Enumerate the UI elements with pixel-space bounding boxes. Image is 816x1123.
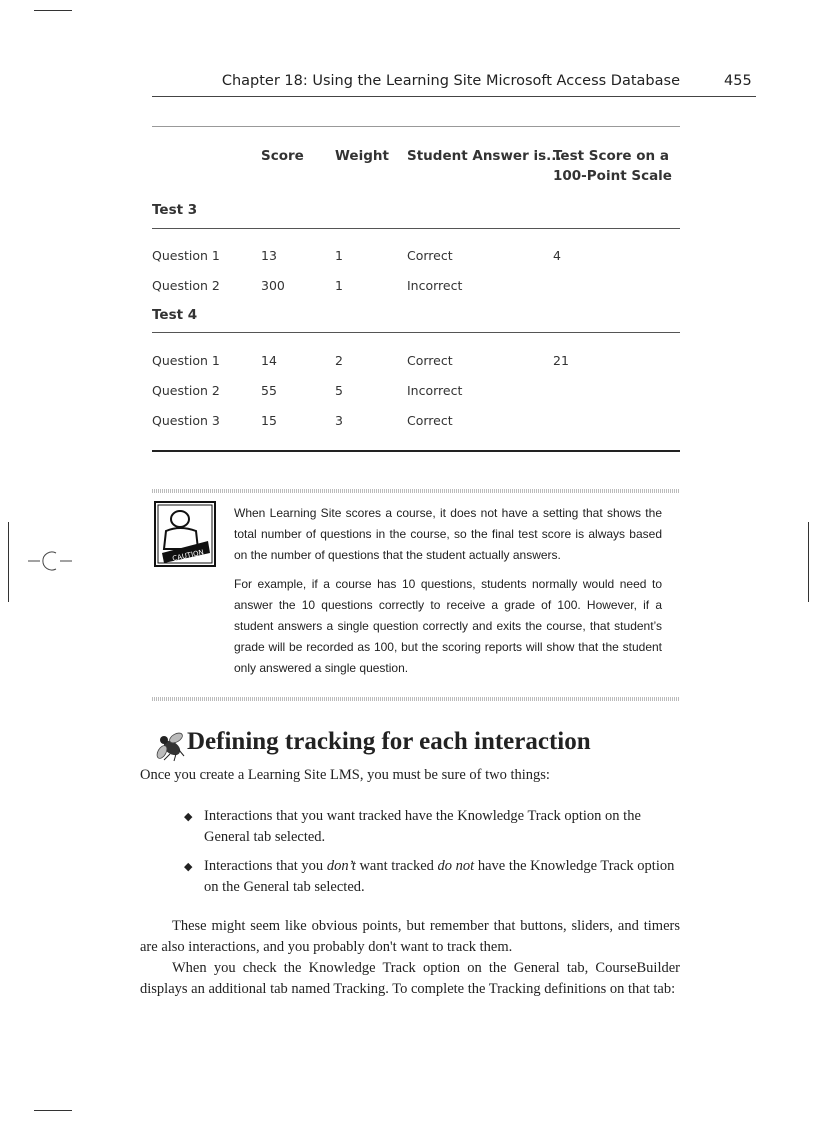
cell-answer: Correct — [407, 413, 453, 428]
caution-text-2: For example, if a course has 10 questions, students normally would need to answer the 10 questions correctly to receive a grade of 100. However, if a student answers a single question correctly and exits the course, that student’s grade will be recorded as 100, but the scoring reports will show that the student only answered a single question. — [234, 577, 662, 675]
bullet-item-2: Interactions that you don’t want tracked do not have the Knowledge Track option on the General tab selected. — [204, 858, 675, 895]
table-bottom-rule — [152, 450, 680, 452]
group-title-test-4: Test 4 — [152, 307, 198, 323]
cell-weight: 2 — [335, 353, 343, 368]
caution-text-1: When Learning Site scores a course, it does not have a setting that shows the total number of questions in the course, so the final test score is always based on the number of questions that the student actually answers. — [234, 506, 662, 562]
bullet-diamond-icon: ◆ — [184, 861, 193, 873]
group-title-test-3: Test 3 — [152, 202, 198, 218]
intro-paragraph: Once you create a Learning Site LMS, you must be sure of two things: — [140, 767, 550, 783]
group-rule — [152, 332, 680, 333]
header-rule — [152, 96, 756, 97]
running-header-title: Chapter 18: Using the Learning Site Microsoft Access Database — [221, 73, 680, 89]
column-header-scale: 100-Point Scale — [553, 168, 672, 184]
page-number: 455 — [724, 73, 752, 89]
crop-mark-top-left — [34, 10, 72, 11]
cell-test-score: 21 — [553, 353, 569, 368]
cell-answer: Correct — [407, 248, 453, 263]
cell-weight: 3 — [335, 413, 343, 428]
cell-score: 13 — [261, 248, 277, 263]
body-paragraph-1: These might seem like obvious points, but remember that buttons, sliders, and timers are also interactions, and you probably don't want to track them. — [140, 918, 680, 955]
group-rule — [152, 228, 680, 229]
column-header-test-score: Test Score on a — [553, 148, 669, 164]
caution-top-border — [152, 489, 680, 493]
cell-answer: Incorrect — [407, 278, 463, 293]
body-paragraph-2: When you check the Knowledge Track option on the General tab, CourseBuilder displays an additional tab named Tracking. To complete the Tracking definitions on that tab: — [140, 960, 680, 997]
cell-question: Question 2 — [152, 383, 220, 398]
cell-weight: 5 — [335, 383, 343, 398]
crop-mark-left-vertical — [8, 522, 9, 602]
cell-score: 55 — [261, 383, 277, 398]
section-heading: Defining tracking for each interaction — [187, 728, 591, 755]
svg-text:CAUTION: CAUTION — [171, 548, 205, 563]
cell-question: Question 1 — [152, 353, 220, 368]
cell-question: Question 1 — [152, 248, 220, 263]
table-top-rule — [152, 126, 680, 127]
cell-weight: 1 — [335, 278, 343, 293]
bullet-diamond-icon: ◆ — [184, 811, 193, 823]
crop-mark-bottom-left — [34, 1110, 72, 1111]
column-header-student-answer: Student Answer is... — [407, 148, 562, 164]
cell-weight: 1 — [335, 248, 343, 263]
fly-icon — [152, 728, 186, 762]
column-header-weight: Weight — [335, 148, 389, 164]
cell-score: 14 — [261, 353, 277, 368]
cell-answer: Correct — [407, 353, 453, 368]
cell-answer: Incorrect — [407, 383, 463, 398]
cell-score: 15 — [261, 413, 277, 428]
cell-question: Question 2 — [152, 278, 220, 293]
crop-mark-right-vertical — [808, 522, 809, 602]
column-header-score: Score — [261, 148, 304, 164]
caution-bottom-border — [152, 697, 680, 701]
bullet-item-1: Interactions that you want tracked have the Knowledge Track option on the General tab selected. — [204, 808, 641, 845]
cell-test-score: 4 — [553, 248, 561, 263]
cell-question: Question 3 — [152, 413, 220, 428]
registration-mark-icon — [28, 548, 72, 574]
caution-icon — [154, 501, 216, 567]
cell-score: 300 — [261, 278, 285, 293]
